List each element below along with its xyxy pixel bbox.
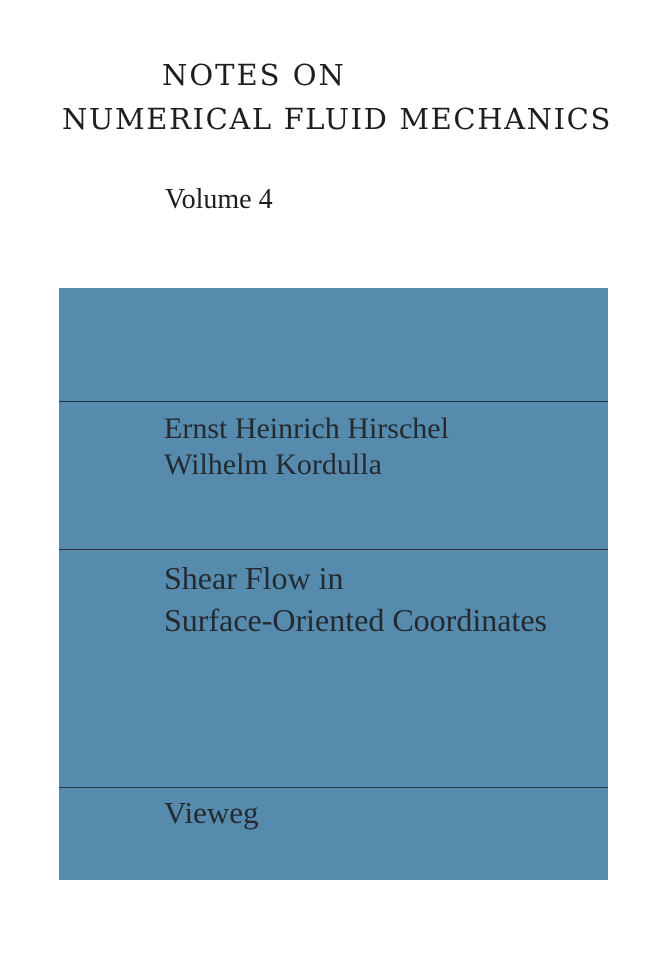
author-name-2: Wilhelm Kordulla bbox=[164, 448, 382, 481]
publisher-name: Vieweg bbox=[164, 795, 259, 830]
volume-label: Volume 4 bbox=[165, 184, 273, 215]
series-title-line-2: NUMERICAL FLUID MECHANICS bbox=[62, 102, 612, 136]
divider-rule-bottom bbox=[59, 787, 608, 788]
cover-panel bbox=[59, 288, 608, 880]
divider-rule-top bbox=[59, 401, 608, 402]
book-title-line-2: Surface-Oriented Coordinates bbox=[164, 602, 547, 638]
series-title-line-1: NOTES ON bbox=[162, 58, 346, 92]
book-title-line-1: Shear Flow in bbox=[164, 560, 344, 596]
divider-rule-middle bbox=[59, 549, 608, 550]
author-name-1: Ernst Heinrich Hirschel bbox=[164, 412, 449, 445]
